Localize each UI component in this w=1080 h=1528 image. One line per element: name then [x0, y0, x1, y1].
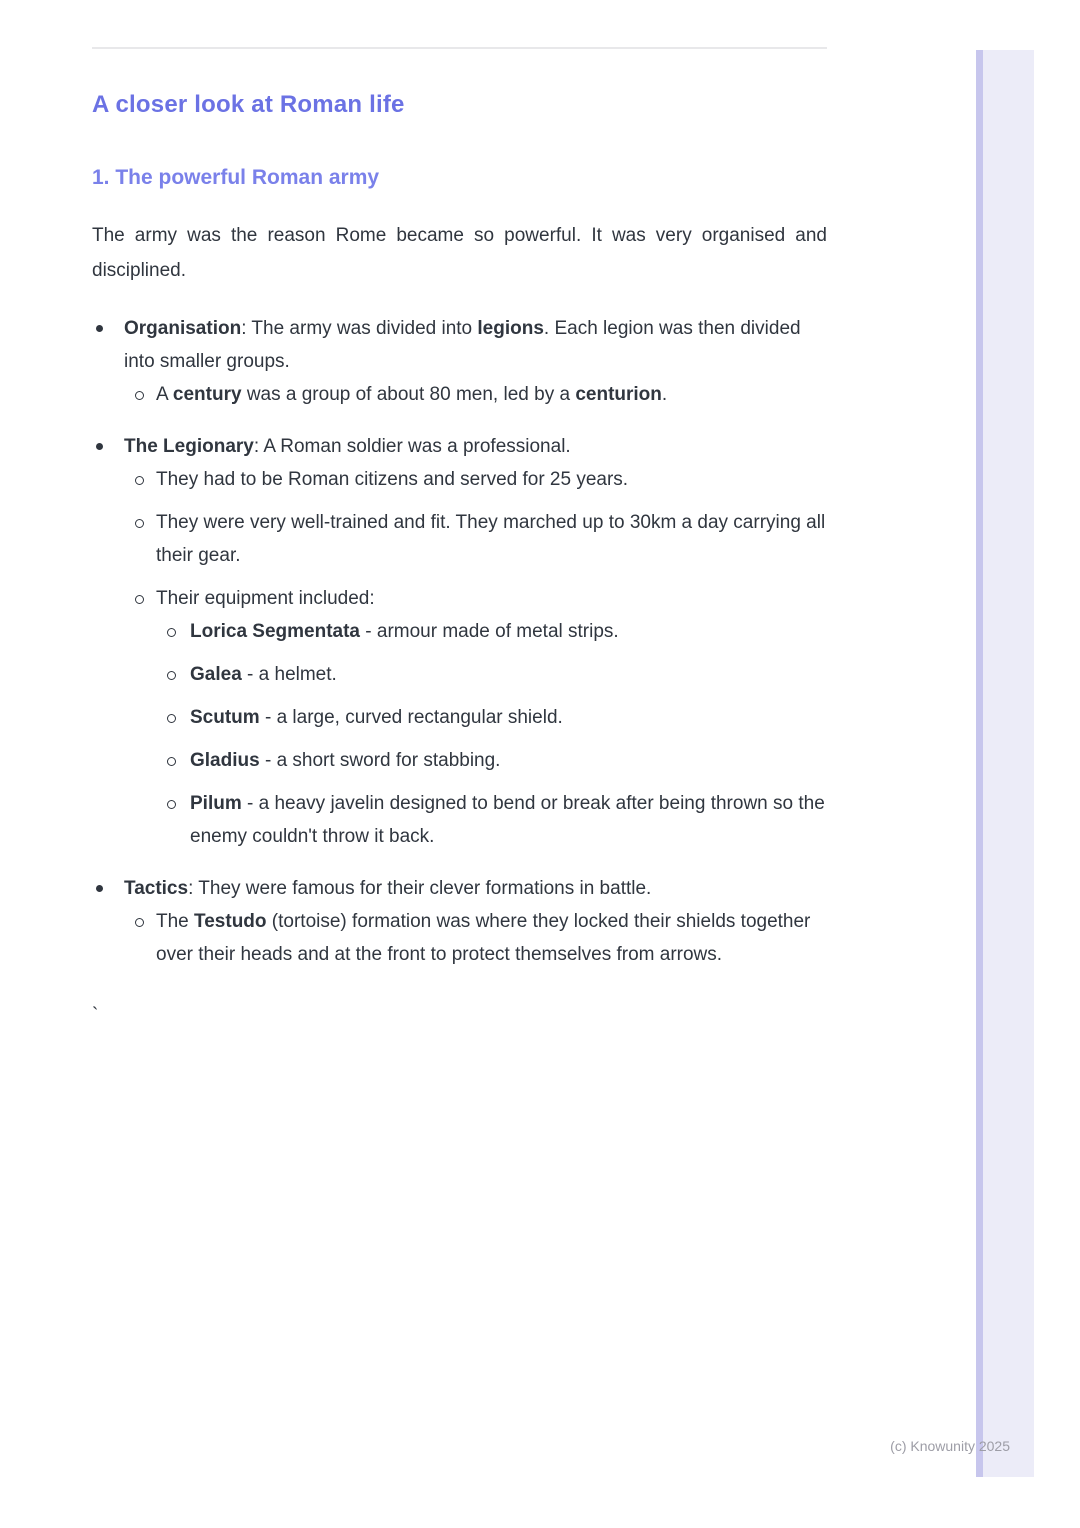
bullet-circle-icon: [135, 519, 144, 528]
page-title: A closer look at Roman life: [92, 91, 405, 118]
outline-item-text: [156, 384, 667, 405]
top-divider: [92, 47, 827, 49]
outline-term: Scutum: [190, 707, 260, 728]
outline-item-text: [190, 621, 619, 642]
bullet-dot-icon: [96, 885, 103, 892]
outline-item-text: [190, 707, 563, 728]
outline-subitem: [156, 701, 827, 734]
bullet-circle-icon: [167, 628, 176, 637]
bullet-circle-icon: [135, 476, 144, 485]
outline-subitem: [124, 378, 827, 411]
bullet-circle-icon: [167, 757, 176, 766]
outline-term: legions: [477, 318, 544, 339]
intro-paragraph: The army was the reason Rome became so powerful. It was very organised and disciplined.: [92, 225, 827, 281]
outline-term: Organisation: [124, 318, 242, 339]
outline-term: Pilum: [190, 793, 242, 814]
outline-sublist: [156, 615, 827, 853]
outline-term: century: [172, 384, 242, 405]
bullet-circle-icon: [167, 671, 176, 680]
outline-text-segment: : A Roman soldier was a professional.: [253, 436, 571, 457]
outline-item-text: [124, 878, 651, 899]
outline-text-segment: : The army was divided into: [241, 318, 478, 339]
outline-term: centurion: [575, 384, 662, 405]
outline-subitem: [156, 658, 827, 691]
outline-subitem: [124, 905, 827, 971]
outline-text-segment: - a heavy javelin designed to bend or break after being thrown so the enemy couldn't throw it back.: [190, 793, 825, 847]
bullet-circle-icon: [135, 918, 144, 927]
outline-term: The Legionary: [124, 436, 254, 457]
outline-term: Testudo: [194, 911, 267, 932]
bullet-circle-icon: [135, 391, 144, 400]
outline-sublist: [124, 378, 827, 411]
outline-text-segment: was a group of about 80 men, led by a: [241, 384, 576, 405]
outline-text-segment: Their equipment included:: [156, 588, 375, 609]
outline-item-text: [124, 436, 571, 457]
outline-item-text: [190, 664, 337, 685]
outline-subitem: [156, 787, 827, 853]
bullet-circle-icon: [135, 595, 144, 604]
outline-term: Lorica Segmentata: [190, 621, 360, 642]
outline-text-segment: : They were famous for their clever formations in battle.: [188, 878, 652, 899]
outline-item-text: [190, 750, 500, 771]
outline-item-text: [190, 793, 825, 847]
outline-text-segment: The: [156, 911, 195, 932]
bullet-circle-icon: [167, 714, 176, 723]
outline-sublist: [124, 905, 827, 971]
bullet-dot-icon: [96, 325, 103, 332]
outline-item: [92, 872, 827, 971]
outline-item-text: [124, 318, 801, 372]
footer-credit: (c) Knowunity 2025: [890, 1438, 1010, 1454]
outline-item-text: [156, 911, 810, 965]
outline-term: Galea: [190, 664, 242, 685]
outline-subitem: [156, 744, 827, 777]
outline-subitem: [156, 615, 827, 648]
bullet-circle-icon: [167, 800, 176, 809]
section-heading: 1. The powerful Roman army: [92, 166, 380, 189]
outline-item: [92, 312, 827, 411]
outline-text-segment: A: [156, 384, 173, 405]
outline-text-segment: - a helmet.: [241, 664, 337, 685]
outline-subitem: [124, 506, 827, 572]
stray-character: `: [92, 1005, 99, 1026]
page-edge-decoration: [976, 50, 1034, 1477]
outline-text-segment: .: [661, 384, 668, 405]
outline-subitem: [124, 463, 827, 496]
outline-item: [92, 430, 827, 853]
outline-text-segment: - a large, curved rectangular shield.: [259, 707, 563, 728]
outline-item-text: [156, 469, 628, 490]
outline-item-text: [156, 512, 825, 566]
document-content: [92, 0, 827, 1032]
outline-text-segment: - armour made of metal strips.: [360, 621, 619, 642]
outline-text-segment: They had to be Roman citizens and served for 25 years.: [156, 469, 629, 490]
outline-text-segment: They were very well-trained and fit. They marched up to 30km a day carrying all their gear.: [156, 512, 826, 566]
outline-text-segment: - a short sword for stabbing.: [259, 750, 501, 771]
outline-list: [92, 312, 827, 971]
outline-subitem: [124, 582, 827, 853]
outline-term: Gladius: [190, 750, 260, 771]
outline-text-segment: (tortoise) formation was where they locked their shields together over their heads and at the front to protect themselves from arrows.: [156, 911, 811, 965]
outline-term: Tactics: [124, 878, 189, 899]
outline-text-segment: . Each legion was then divided into smaller groups.: [124, 318, 801, 372]
outline-sublist: [124, 463, 827, 853]
bullet-dot-icon: [96, 443, 103, 450]
outline-item-text: [156, 588, 375, 609]
